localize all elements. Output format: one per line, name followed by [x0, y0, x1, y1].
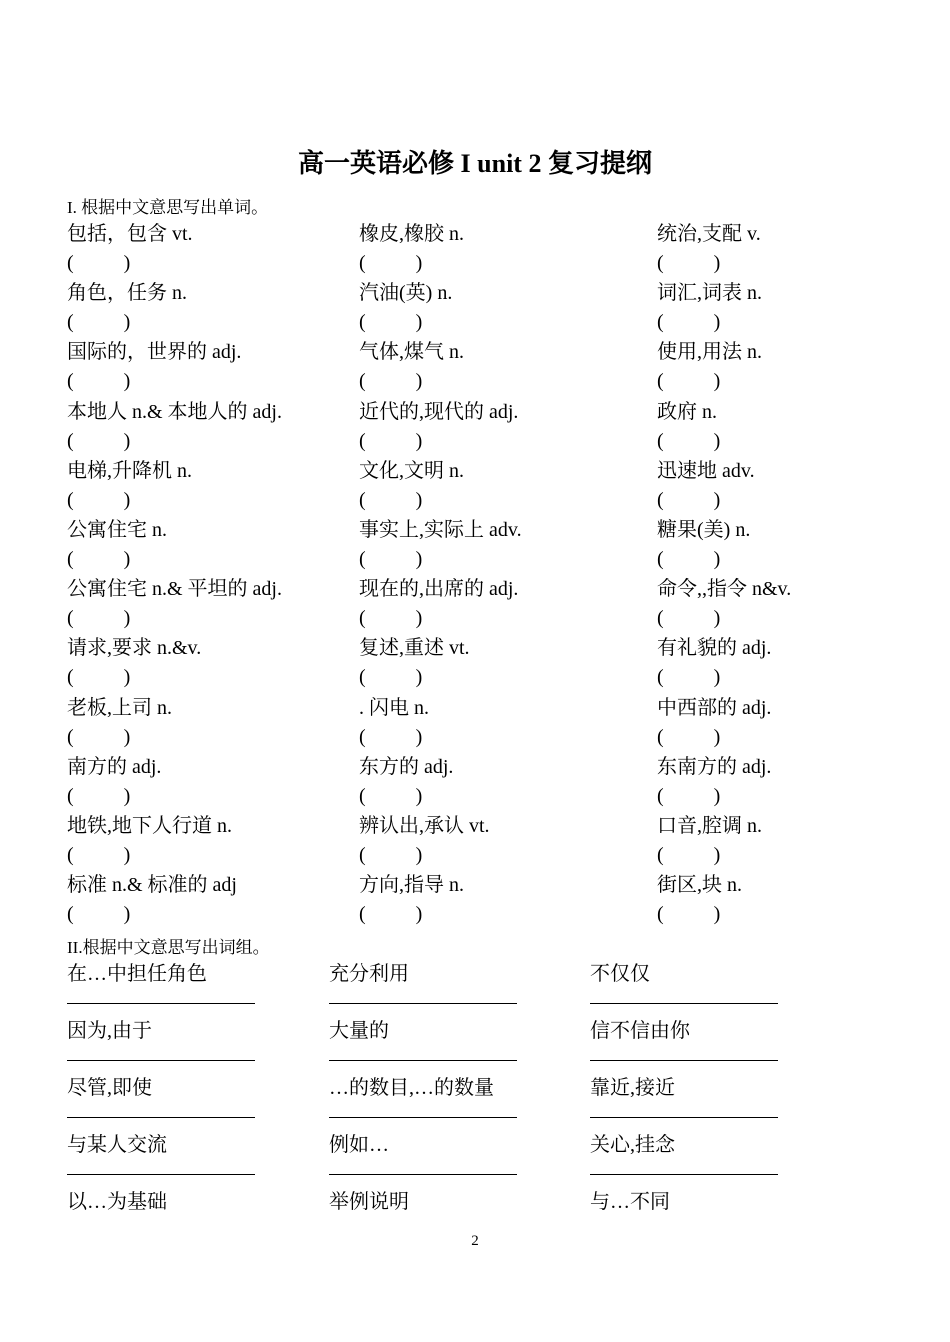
vocab-item: [359, 752, 453, 811]
phrase-prompt: 大量的: [329, 1020, 389, 1042]
vocab-prompt: 公寓住宅 n.& 平坦的 adj.: [67, 578, 282, 601]
vocab-prompt: 南方的 adj.: [67, 755, 162, 778]
answer-blank[interactable]: ( ): [359, 666, 423, 689]
vocab-prompt: 东方的 adj.: [359, 755, 454, 778]
vocab-prompt: 中西部的 adj.: [657, 696, 772, 719]
phrase-row: [67, 1015, 867, 1072]
answer-line[interactable]: [67, 1105, 255, 1118]
answer-blank[interactable]: ( ): [67, 488, 131, 511]
answer-line[interactable]: [329, 1048, 517, 1061]
answer-blank[interactable]: ( ): [67, 843, 131, 866]
answer-blank[interactable]: ( ): [657, 252, 721, 274]
answer-blank[interactable]: ( ): [657, 903, 721, 926]
vocab-prompt: 文化,文明 n.: [359, 459, 464, 482]
phrase-prompt: 举例说明: [329, 1191, 409, 1213]
answer-line[interactable]: [590, 991, 778, 1004]
vocab-item: [359, 456, 464, 515]
phrase-row: [67, 1129, 867, 1186]
vocab-row: [67, 515, 867, 574]
answer-blank[interactable]: ( ): [657, 607, 721, 630]
vocab-row: [67, 219, 867, 278]
vocab-row: [67, 574, 867, 633]
vocab-grid: [67, 219, 867, 929]
phrase-prompt: 以…为基础: [67, 1191, 167, 1213]
vocab-item: [67, 397, 282, 456]
vocab-row: [67, 633, 867, 692]
vocab-prompt: 老板,上司 n.: [67, 696, 172, 719]
answer-blank[interactable]: ( ): [657, 784, 721, 807]
phrase-prompt: 不仅仅: [590, 963, 650, 985]
answer-line[interactable]: [67, 991, 255, 1004]
vocab-prompt: 电梯,升降机 n.: [67, 459, 192, 482]
answer-blank[interactable]: ( ): [657, 370, 721, 393]
answer-blank[interactable]: ( ): [67, 429, 131, 452]
vocab-item: [657, 870, 742, 929]
vocab-item: [67, 574, 282, 633]
vocab-prompt: 统治,支配 v.: [657, 223, 761, 245]
answer-blank[interactable]: ( ): [359, 370, 423, 393]
vocab-row: [67, 870, 867, 929]
answer-blank[interactable]: ( ): [359, 429, 423, 452]
answer-blank[interactable]: ( ): [359, 547, 423, 570]
vocab-item: [657, 456, 755, 515]
phrase-item: [329, 1015, 517, 1061]
vocab-item: [359, 337, 464, 396]
vocab-prompt: 现在的,出席的 adj.: [359, 578, 519, 601]
answer-blank[interactable]: ( ): [67, 311, 131, 334]
vocab-prompt: 包括，包含 vt.: [67, 223, 193, 245]
vocab-prompt: 请求,要求 n.&v.: [67, 637, 202, 660]
answer-blank[interactable]: ( ): [67, 370, 131, 393]
vocab-prompt: 角色，任务 n.: [67, 282, 187, 305]
vocab-item: [359, 693, 429, 752]
vocab-prompt: 标准 n.& 标准的 adj: [67, 874, 237, 897]
section-1-heading: I. 根据中文意思写出单词。: [67, 198, 269, 217]
phrase-item: [590, 1072, 778, 1118]
answer-line[interactable]: [329, 1105, 517, 1118]
vocab-item: [359, 870, 464, 929]
answer-blank[interactable]: ( ): [67, 725, 131, 748]
vocab-prompt: 街区,块 n.: [657, 874, 742, 897]
vocab-item: [359, 219, 464, 278]
answer-line[interactable]: [590, 1048, 778, 1061]
phrase-prompt: 在…中担任角色: [67, 963, 207, 985]
vocab-prompt: 本地人 n.& 本地人的 adj.: [67, 400, 282, 423]
phrase-item: [67, 958, 255, 1004]
answer-blank[interactable]: ( ): [657, 725, 721, 748]
phrase-row: [67, 958, 867, 1015]
phrase-item: [590, 1015, 778, 1061]
vocab-prompt: 方向,指导 n.: [359, 874, 464, 897]
phrase-item: [329, 1186, 409, 1219]
vocab-prompt: 公寓住宅 n.: [67, 518, 167, 541]
answer-blank[interactable]: ( ): [67, 903, 131, 926]
phrase-prompt: 关心,挂念: [590, 1134, 675, 1156]
answer-line[interactable]: [67, 1048, 255, 1061]
vocab-item: [359, 811, 490, 870]
phrase-prompt: 充分利用: [329, 963, 409, 985]
answer-line[interactable]: [590, 1105, 778, 1118]
answer-blank[interactable]: ( ): [359, 252, 423, 274]
answer-blank[interactable]: ( ): [657, 843, 721, 866]
answer-blank[interactable]: ( ): [67, 784, 131, 807]
phrase-prompt: 尽管,即使: [67, 1077, 152, 1099]
vocab-item: [67, 752, 161, 811]
phrase-item: [67, 1186, 167, 1219]
answer-blank[interactable]: ( ): [657, 429, 721, 452]
vocab-item: [359, 574, 518, 633]
vocab-row: [67, 693, 867, 752]
vocab-prompt: 汽油(英) n.: [359, 282, 453, 305]
vocab-prompt: 词汇,词表 n.: [657, 282, 762, 305]
vocab-prompt: 国际的，世界的 adj.: [67, 341, 242, 364]
phrase-prompt: 信不信由你: [590, 1020, 690, 1042]
phrase-prompt: 靠近,接近: [590, 1077, 675, 1099]
vocab-prompt: 命令,,指令 n&v.: [657, 578, 792, 601]
vocab-item: [67, 633, 201, 692]
phrase-item: [67, 1015, 255, 1061]
vocab-item: [657, 633, 771, 692]
phrase-item: [590, 1186, 670, 1219]
vocab-row: [67, 278, 867, 337]
answer-blank[interactable]: ( ): [359, 784, 423, 807]
answer-line[interactable]: [590, 1162, 778, 1175]
answer-blank[interactable]: ( ): [67, 547, 131, 570]
vocab-prompt: 使用,用法 n.: [657, 341, 762, 364]
answer-blank[interactable]: ( ): [657, 488, 721, 511]
vocab-item: [67, 515, 167, 574]
answer-blank[interactable]: ( ): [359, 488, 423, 511]
vocab-row: [67, 811, 867, 870]
vocab-prompt: 复述,重述 vt.: [359, 637, 470, 660]
answer-blank[interactable]: ( ): [359, 903, 423, 926]
phrase-prompt: 与…不同: [590, 1191, 670, 1213]
answer-blank[interactable]: ( ): [657, 311, 721, 334]
section-2-heading: II.根据中文意思写出词组。: [67, 938, 270, 957]
phrase-prompt: 因为,由于: [67, 1020, 152, 1042]
vocab-item: [67, 219, 193, 278]
phrase-prompt: 例如…: [329, 1134, 389, 1156]
vocab-prompt: 口音,腔调 n.: [657, 814, 762, 837]
vocab-item: [67, 811, 232, 870]
vocab-item: [359, 278, 452, 337]
vocab-prompt: 辨认出,承认 vt.: [359, 814, 490, 837]
vocab-item: [67, 337, 241, 396]
vocab-prompt: . 闪电 n.: [359, 696, 429, 719]
vocab-item: [359, 515, 522, 574]
vocab-prompt: 政府 n.: [657, 400, 717, 423]
vocab-item: [657, 219, 761, 278]
page-number: 2: [471, 1233, 479, 1249]
answer-line[interactable]: [67, 1162, 255, 1175]
vocab-item: [359, 633, 470, 692]
vocab-prompt: 地铁,地下人行道 n.: [67, 814, 232, 837]
vocab-item: [657, 752, 771, 811]
vocab-prompt: 有礼貌的 adj.: [657, 637, 772, 660]
vocab-prompt: 事实上,实际上 adv.: [359, 518, 522, 541]
vocab-item: [67, 456, 192, 515]
answer-blank[interactable]: ( ): [657, 666, 721, 689]
vocab-prompt: 气体,煤气 n.: [359, 341, 464, 364]
answer-blank[interactable]: ( ): [67, 666, 131, 689]
vocab-row: [67, 456, 867, 515]
answer-blank[interactable]: ( ): [359, 607, 423, 630]
vocab-row: [67, 752, 867, 811]
vocab-prompt: 迅速地 adv.: [657, 459, 755, 482]
phrase-item: [329, 1129, 517, 1175]
vocab-row: [67, 337, 867, 396]
vocab-item: [67, 693, 172, 752]
answer-blank[interactable]: ( ): [657, 547, 721, 570]
phrase-item: [67, 1129, 255, 1175]
vocab-prompt: 近代的,现代的 adj.: [359, 400, 519, 423]
vocab-item: [657, 515, 750, 574]
answer-blank[interactable]: ( ): [67, 607, 131, 630]
phrase-prompt: …的数目,…的数量: [329, 1077, 494, 1099]
phrase-item: [329, 958, 517, 1004]
phrase-prompt: 与某人交流: [67, 1134, 167, 1156]
page-title: 高一英语必修 I unit 2 复习提纲: [298, 149, 652, 178]
vocab-item: [657, 693, 771, 752]
phrase-row: [67, 1072, 867, 1129]
phrase-grid: [67, 958, 867, 1243]
vocab-item: [359, 397, 518, 456]
answer-line[interactable]: [329, 991, 517, 1004]
vocab-item: [657, 574, 791, 633]
phrase-item: [67, 1072, 255, 1118]
vocab-item: [657, 278, 762, 337]
phrase-item: [590, 958, 778, 1004]
vocab-prompt: 东南方的 adj.: [657, 755, 772, 778]
answer-blank[interactable]: ( ): [359, 843, 423, 866]
vocab-prompt: 橡皮,橡胶 n.: [359, 223, 464, 245]
vocab-item: [67, 278, 187, 337]
answer-line[interactable]: [329, 1162, 517, 1175]
vocab-item: [657, 397, 720, 456]
vocab-item: [67, 870, 237, 929]
answer-blank[interactable]: ( ): [359, 725, 423, 748]
phrase-item: [329, 1072, 517, 1118]
answer-blank[interactable]: ( ): [67, 252, 131, 274]
answer-blank[interactable]: ( ): [359, 311, 423, 334]
phrase-item: [590, 1129, 778, 1175]
vocab-item: [657, 811, 762, 870]
vocab-prompt: 糖果(美) n.: [657, 518, 751, 541]
vocab-row: [67, 397, 867, 456]
vocab-item: [657, 337, 762, 396]
